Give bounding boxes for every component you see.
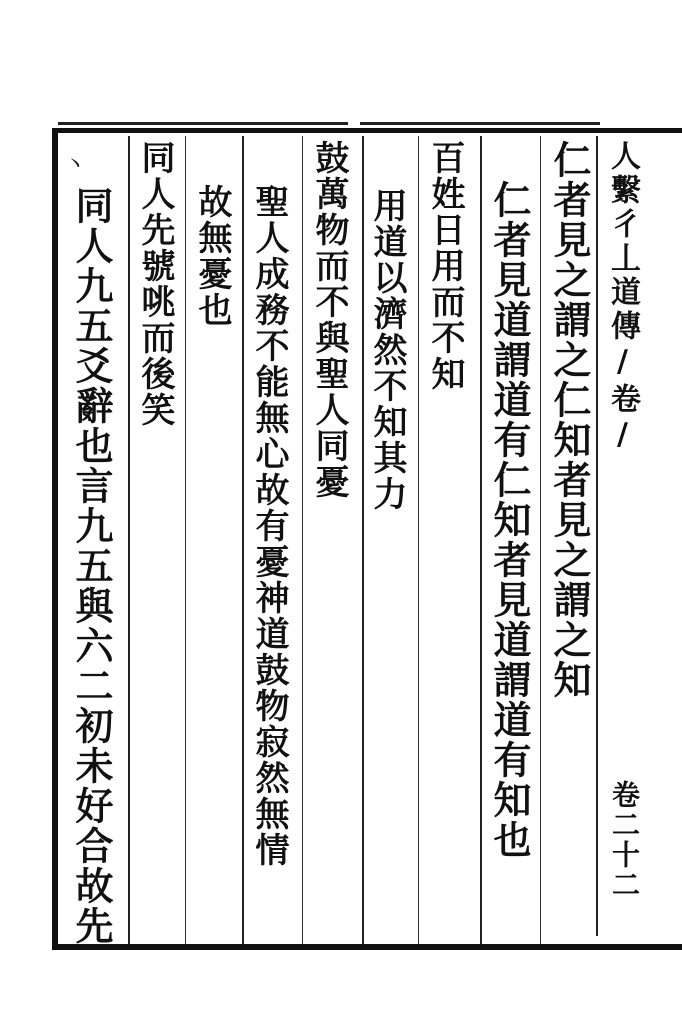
page-header-fragment: 人繫彳丄道傳/卷/ xyxy=(605,140,640,456)
text-column-7: 故無憂也 xyxy=(192,184,232,328)
text-column-6: 聖人成務不能無心故有憂神道鼓物寂然無情 xyxy=(249,184,289,868)
volume-marker: 卷二十二 xyxy=(608,780,641,900)
column-rule xyxy=(242,136,244,944)
top-border-segment xyxy=(360,122,600,125)
text-column-4: 用道以濟然不知其力 xyxy=(367,188,407,512)
text-column-9: 同人九五爻辭也言九五與六二初未好合故先 xyxy=(69,186,114,946)
text-column-1: 仁者見之謂之仁知者見之謂之知 xyxy=(547,140,592,700)
text-column-3: 百姓日用而不知 xyxy=(425,140,465,392)
column-rule xyxy=(540,136,541,944)
column-rule xyxy=(480,136,482,944)
text-column-5: 鼓萬物而不與聖人同憂 xyxy=(309,140,349,500)
top-border-segment xyxy=(58,122,348,125)
corner-mark: 丶 xyxy=(64,153,87,178)
column-rule xyxy=(302,136,303,944)
text-column-2: 仁者見道謂道有仁知者見道謂道有知也 xyxy=(487,180,532,860)
column-rule xyxy=(128,136,130,944)
column-rule xyxy=(418,136,419,944)
column-rule xyxy=(362,136,364,944)
column-rule xyxy=(596,136,598,936)
text-column-8: 同人先號咷而後笑 xyxy=(135,140,175,428)
column-rule xyxy=(185,136,186,944)
